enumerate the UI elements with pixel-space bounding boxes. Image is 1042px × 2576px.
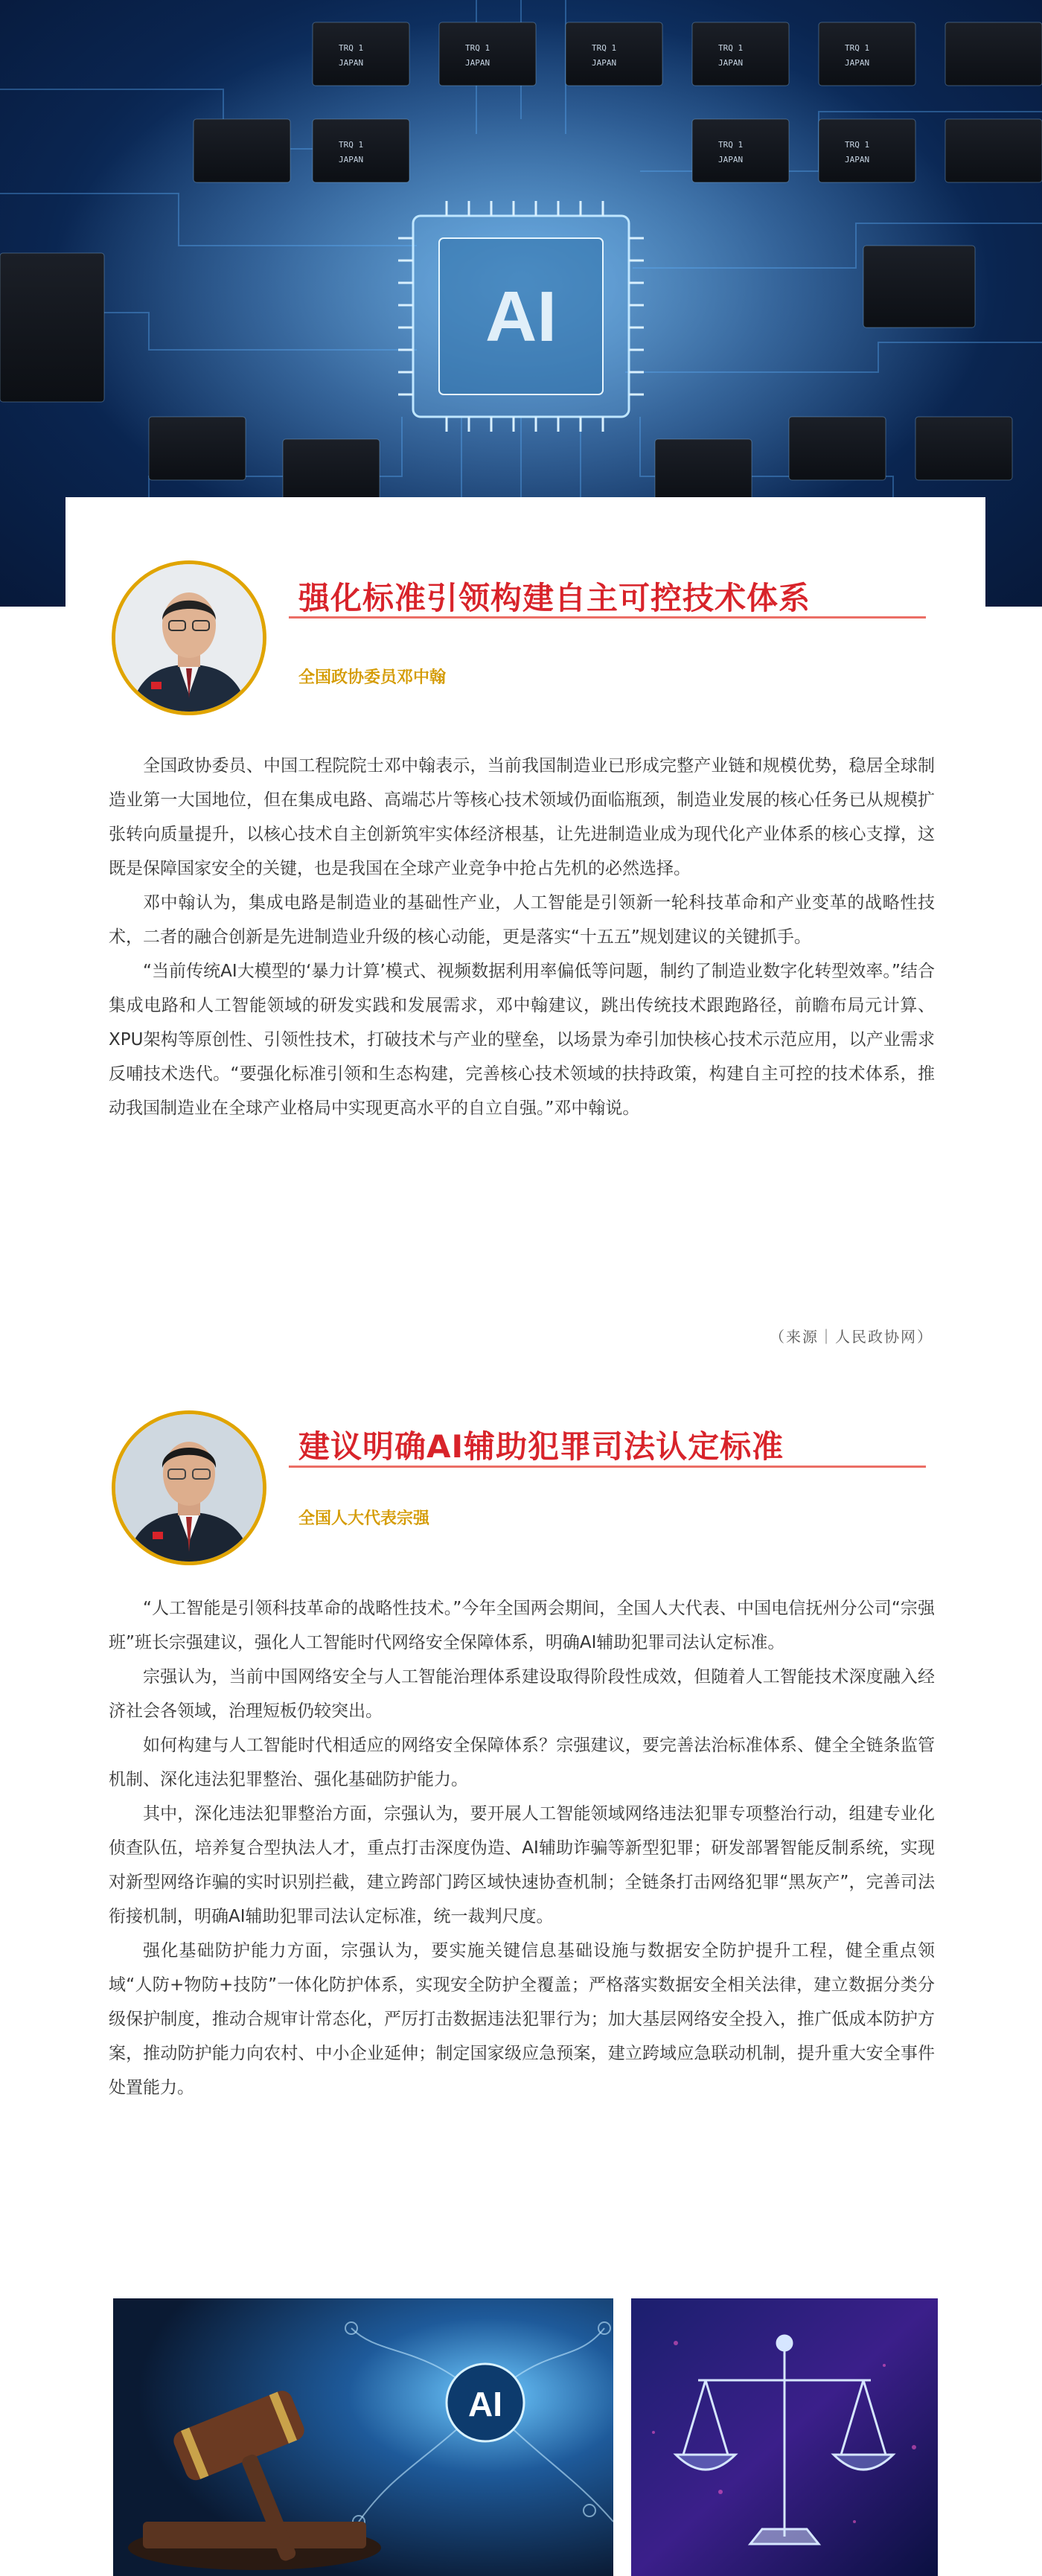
svg-text:JAPAN: JAPAN <box>845 58 870 68</box>
paragraph: 全国政协委员、中国工程院院士邓中翰表示，当前我国制造业已形成完整产业链和规模优势，稳居全球制造业第一大国地位，但在集成电路、高端芯片等核心技术领域仍面临瓶颈，制造业发展的核心任务已从规模扩张转向质量提升，以核心技术自主创新筑牢实体经济根基，让先进制造业成为现代化产业体系的核心支撑，这既是保障国家安全的关键，也是我国在全球产业竞争中抢占先机的必然选择。 <box>109 756 935 878</box>
article-2-body <box>109 1591 935 2105</box>
portrait-deng-zhonghan <box>112 560 266 715</box>
content-card <box>65 497 985 2576</box>
svg-text:TRQ 1: TRQ 1 <box>339 140 364 150</box>
photo-gavel-ai <box>113 2298 613 2576</box>
svg-text:JAPAN: JAPAN <box>718 58 744 68</box>
ai-chip-label: AI <box>485 277 557 357</box>
portrait-zong-qiang <box>112 1410 266 1565</box>
svg-text:TRQ 1: TRQ 1 <box>845 140 870 150</box>
paragraph: 强化基础防护能力方面，宗强认为，要实施关键信息基础设施与数据安全防护提升工程，健全重点领域“人防+物防+技防”一体化防护体系，实现安全防护全覆盖；严格落实数据安全相关法律，建立数据分类分级保护制度，推动合规审计常态化，严厉打击数据违法犯罪行为；加大基层网络安全投入，推广低成本防护方案，推动防护能力向农村、中小企业延伸；制定国家级应急预案，建立跨域应急联动机制，提升重大安全事件处置能力。 <box>109 1941 935 2097</box>
paragraph: 如何构建与人工智能时代相适应的网络安全保障体系？宗强建议，要完善法治标准体系、健全全链条监管机制、深化违法犯罪整治、强化基础防护能力。 <box>109 1736 935 1789</box>
svg-text:JAPAN: JAPAN <box>718 155 744 164</box>
paragraph: 其中，深化违法犯罪整治方面，宗强认为，要开展人工智能领域网络违法犯罪专项整治行动，组建专业化侦查队伍，培养复合型执法人才，重点打击深度伪造、AI辅助诈骗等新型犯罪；研发部署智能反制系统，实现对新型网络诈骗的实时识别拦截，建立跨部门跨区域快速协查机制；全链条打击网络犯罪“黑灰产”，完善司法衔接机制，明确AI辅助犯罪司法认定标准，统一裁判尺度。 <box>109 1804 935 1926</box>
svg-text:TRQ 1: TRQ 1 <box>465 43 490 53</box>
svg-text:JAPAN: JAPAN <box>339 58 364 68</box>
paragraph: “人工智能是引领科技革命的战略性技术。”今年全国两会期间，全国人大代表、中国电信抚州分公司“宗强班”班长宗强建议，强化人工智能时代网络安全保障体系，明确AI辅助犯罪司法认定标准。 <box>109 1599 935 1652</box>
title-divider <box>289 1466 926 1468</box>
svg-text:TRQ 1: TRQ 1 <box>592 43 617 53</box>
paragraph: 宗强认为，当前中国网络安全与人工智能治理体系建设取得阶段性成效，但随着人工智能技术深度融入经济社会各领域，治理短板仍较突出。 <box>109 1667 935 1721</box>
article-2-byline: 全国人大代表宗强 <box>298 1509 430 1528</box>
article-2-title: 建议明确AI辅助犯罪司法认定标准 <box>298 1428 784 1465</box>
article-1-body <box>109 749 935 1125</box>
paragraph: “当前传统AI大模型的‘暴力计算’模式、视频数据利用率偏低等问题，制约了制造业数字化转型效率。”结合集成电路和人工智能领域的研发实践和发展需求，邓中翰建议，跳出传统技术跟跑路径，前瞻布局元计算、XPU架构等原创性、引领性技术，打破技术与产业的壁垒，以场景为牵引加快核心技术示范应用，以产业需求反哺技术迭代。“要强化标准引领和生态构建，完善核心技术领域的扶持政策，构建自主可控的技术体系，推动我国制造业在全球产业格局中实现更高水平的自立自强。”邓中翰说。 <box>109 962 935 1118</box>
title-divider <box>289 616 926 619</box>
article-1-source: （来源｜人民政协网） <box>770 1328 933 1346</box>
svg-text:TRQ 1: TRQ 1 <box>718 140 744 150</box>
svg-text:JAPAN: JAPAN <box>339 155 364 164</box>
svg-text:JAPAN: JAPAN <box>465 58 490 68</box>
photo-ai-label: AI <box>468 2385 502 2423</box>
photo-scales-of-justice <box>631 2298 938 2576</box>
paragraph: 邓中翰认为，集成电路是制造业的基础性产业，人工智能是引领新一轮科技革命和产业变革的战略性技术，二者的融合创新是先进制造业升级的核心动能，更是落实“十五五”规划建议的关键抓手。 <box>109 893 935 947</box>
svg-text:TRQ 1: TRQ 1 <box>845 43 870 53</box>
article-1-title: 强化标准引领构建自主可控技术体系 <box>298 580 811 616</box>
svg-text:JAPAN: JAPAN <box>845 155 870 164</box>
ai-chip <box>398 201 644 432</box>
svg-text:TRQ 1: TRQ 1 <box>339 43 364 53</box>
svg-text:JAPAN: JAPAN <box>592 58 617 68</box>
svg-text:TRQ 1: TRQ 1 <box>718 43 744 53</box>
article-1-byline: 全国政协委员邓中翰 <box>298 668 447 687</box>
